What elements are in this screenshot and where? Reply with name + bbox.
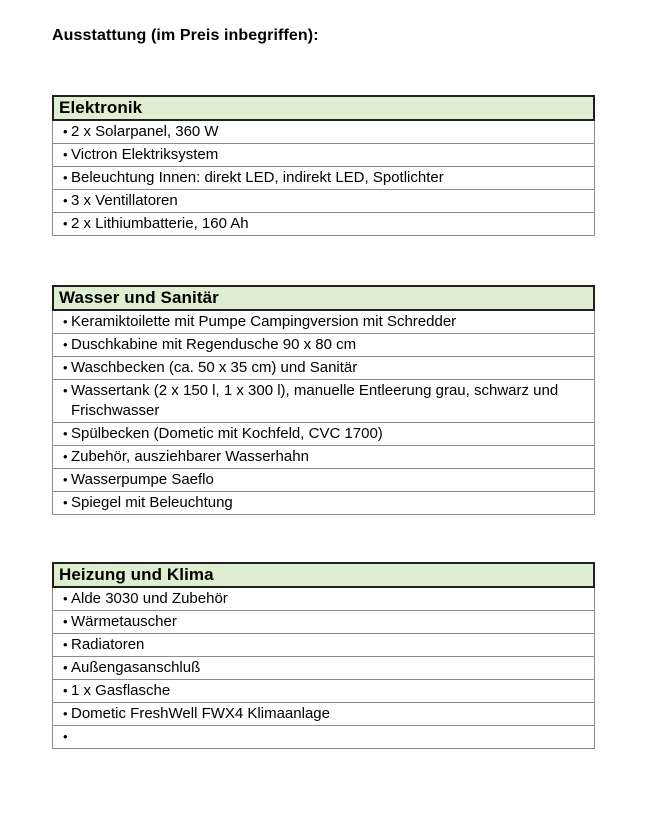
table-row [53,143,594,166]
bullet-icon: • [63,614,68,629]
row-text: Beleuchtung Innen: direkt LED, indirekt LED, Spotlichter [71,169,444,186]
row-text: Wärmetauscher [71,613,177,630]
row-text: 2 x Solarpanel, 360 W [71,123,219,140]
table-row [53,656,594,679]
table-row [53,121,594,143]
table-body [52,588,595,749]
row-text: Zubehör, ausziehbarer Wasserhahn [71,448,309,465]
row-text: Alde 3030 und Zubehör [71,590,228,607]
bullet-icon: • [63,660,68,675]
table-row [53,379,594,422]
bullet-icon: • [63,683,68,698]
table-row [53,610,594,633]
table-heizung-und-klima [52,562,595,749]
table-row [53,445,594,468]
bullet-icon: • [63,637,68,652]
table-row [53,679,594,702]
row-text: Waschbecken (ca. 50 x 35 cm) und Sanitär [71,359,358,376]
table-row [53,422,594,445]
row-text: 3 x Ventillatoren [71,192,178,209]
table-body [52,121,595,236]
bullet-icon: • [63,426,68,441]
table-row [53,588,594,610]
row-text: Keramiktoilette mit Pumpe Campingversion mit Schredder [71,313,457,330]
table-header-elektronik: Elektronik [52,95,595,121]
table-wasser-und-sanitaer [52,285,595,515]
bullet-icon: • [63,147,68,162]
table-row [53,212,594,235]
table-row [53,702,594,725]
table-row [53,468,594,491]
table-row [53,166,594,189]
bullet-icon: • [63,124,68,139]
table-row [53,725,594,748]
row-text: Spiegel mit Beleuchtung [71,494,233,511]
table-row [53,633,594,656]
bullet-icon: • [63,360,68,375]
table-row [53,311,594,333]
bullet-icon: • [63,337,68,352]
row-text: 1 x Gasflasche [71,682,171,699]
row-text: Radiatoren [71,636,145,653]
bullet-icon: • [63,449,68,464]
bullet-icon: • [63,472,68,487]
bullet-icon: • [63,706,68,721]
row-text: Victron Elektriksystem [71,146,219,163]
bullet-icon: • [63,383,68,398]
page-title: Ausstattung (im Preis inbegriffen): [52,27,319,44]
bullet-icon: • [63,314,68,329]
table-row [53,491,594,514]
row-text: Duschkabine mit Regendusche 90 x 80 cm [71,336,357,353]
table-header-heizung-und-klima: Heizung und Klima [52,562,595,588]
table-row [53,189,594,212]
row-text: Wassertank (2 x 150 l, 1 x 300 l), manuelle Entleerung grau, schwarz und Frischwasser [71,382,559,419]
bullet-icon: • [63,170,68,185]
row-text: Außengasanschluß [71,659,201,676]
bullet-icon: • [63,591,68,606]
row-text: Wasserpumpe Saeflo [71,471,214,488]
bullet-icon: • [63,193,68,208]
table-row [53,356,594,379]
table-elektronik [52,95,595,236]
bullet-icon: • [63,729,68,744]
table-body [52,311,595,515]
bullet-icon: • [63,495,68,510]
row-text: Dometic FreshWell FWX4 Klimaanlage [71,705,330,722]
row-text: Spülbecken (Dometic mit Kochfeld, CVC 1700) [71,425,383,442]
table-row [53,333,594,356]
bullet-icon: • [63,216,68,231]
table-header-wasser-und-sanitaer: Wasser und Sanitär [52,285,595,311]
row-text: 2 x Lithiumbatterie, 160 Ah [71,215,249,232]
